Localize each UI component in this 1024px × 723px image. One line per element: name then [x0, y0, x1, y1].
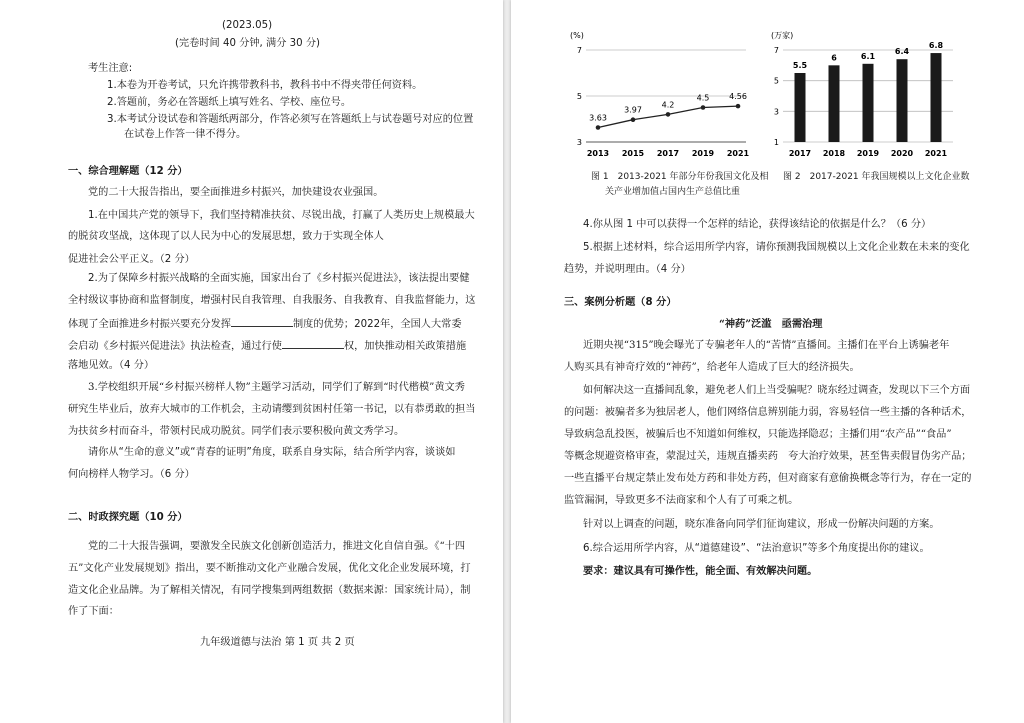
case-line-5: 导致病急乱投医，被骗后也不知道如何维权，只能选择隐忍；主播们用“农产品”“食品” — [564, 429, 952, 440]
q2-line-5: 落地见效。（4 分） — [68, 360, 155, 371]
page-footer: 九年级道德与法治 第 1 页 共 2 页 — [200, 637, 355, 648]
case-line-9: 针对以上调查的问题，晓东准备向同学们征询建议，形成一份解决问题的方案。 — [583, 519, 940, 530]
chart-1-data-label-2021: 4.56 — [729, 92, 747, 102]
q2-line-4-b: 权，加快推动相关政策措施 — [343, 341, 467, 352]
chart-1-point-2013 — [596, 125, 601, 130]
q5-line-1: 5.根据上述材料，综合运用所学内容，请你预测我国规模以上文化企业数在未来的变化 — [583, 242, 970, 253]
chart-2-plot — [771, 30, 953, 158]
chart-2-y-tick-label-2: 5 — [773, 76, 779, 86]
case-line-2: 人购买具有神奇疗效的“神药”，给老年人造成了巨大的经济损失。 — [564, 362, 860, 373]
q5-line-2: 趋势，并说明理由。（4 分） — [564, 264, 691, 275]
chart-1-x-tick-label-2015: 2015 — [621, 149, 645, 158]
chart-2-x-tick-label-2017: 2017 — [788, 149, 812, 158]
chart-2-bar-2017 — [795, 73, 806, 142]
case-line-8: 监管漏洞，导致更多不法商家和个人有了可乘之机。 — [564, 495, 799, 506]
chart-2-bar-2020 — [897, 59, 908, 142]
exam-date: (2023.05) — [222, 20, 273, 31]
chart-1-data-label-2015: 3.97 — [624, 105, 642, 115]
q2-line-4-a: 会启动《乡村振兴促进法》执法检查，通过行使 — [68, 341, 282, 352]
chart-2-bar-2018 — [829, 65, 840, 142]
chart-2-y-tick-label-3: 7 — [773, 46, 779, 55]
section-2-line-2: 五”文化产业发展规划》指出，要不断推动文化产业融合发展，优化文化企业发展环境，打 — [68, 563, 471, 574]
chart-2-bar-2021 — [931, 53, 942, 142]
chart-1-plot — [570, 31, 750, 158]
exam-page-1 — [0, 0, 503, 723]
q3-line-4: 请你从“生命的意义”或“青春的证明”角度，联系自身实际，结合所学内容，谈谈如 — [88, 447, 456, 458]
section-2-line-3: 造文化企业品牌。为了解相关情况，有同学搜集到两组数据（数据来源：国家统计局），制 — [68, 585, 471, 596]
chart-2-x-tick-label-2018: 2018 — [822, 149, 846, 158]
chart-2-data-label-2020: 6.4 — [894, 47, 910, 57]
q1-line-3: 促进社会公平正义。（2 分） — [68, 254, 195, 265]
q2-line-3 — [68, 316, 462, 331]
chart-1-line — [568, 26, 753, 164]
chart-1-caption-line-2: 关产业增加值占国内生产总值比重 — [605, 187, 741, 197]
q2-line-3-a: 体现了全面推进乡村振兴要充分发挥 — [68, 319, 231, 330]
notice-item-3-cont: 在试卷上作答一律不得分。 — [124, 129, 247, 140]
answer-blank-2 — [282, 338, 344, 349]
section-2-line-4: 作了下面： — [68, 606, 119, 617]
exam-time-note: (完卷时间 40 分钟, 满分 30 分) — [175, 38, 320, 49]
chart-1-data-label-2019: 4.5 — [696, 93, 710, 103]
chart-2-x-tick-label-2019: 2019 — [856, 149, 880, 158]
case-line-6: 等概念规避资格审查，蒙混过关，违规直播卖药 夸大治疗效果，甚至售卖假冒伪劣产品； — [564, 451, 972, 462]
chart-2-y-tick-label-0: 1 — [773, 138, 779, 147]
chart-2-unit-label: (万家) — [771, 31, 794, 40]
chart-2-x-tick-label-2021: 2021 — [924, 149, 948, 158]
chart-2-data-label-2019: 6.1 — [860, 51, 876, 61]
chart-2-y-tick-label-1: 3 — [773, 107, 779, 117]
q2-line-1: 2.为了保障乡村振兴战略的全面实施，国家出台了《乡村振兴促进法》，该法提出要健 — [88, 273, 470, 284]
chart-1-y-tick-label-0: 3 — [576, 138, 582, 147]
chart-1-point-2021 — [736, 104, 741, 109]
case-title: “神药”泛滥 亟需治理 — [719, 318, 823, 330]
chart-1-data-label-2013: 3.63 — [589, 113, 607, 123]
q2-line-4 — [68, 338, 466, 353]
section-1-intro: 党的二十大报告指出，要全面推进乡村振兴，加快建设农业强国。 — [88, 187, 384, 198]
notice-item-3: 3.本考试分设试卷和答题纸两部分，作答必须写在答题纸上与试卷题号对应的位置 — [107, 114, 474, 125]
answer-blank-1 — [231, 316, 293, 327]
requirement: 要求：建议具有可操作性，能全面、有效解决问题。 — [583, 565, 818, 577]
q3-line-2: 研究生毕业后，放弃大城市的工作机会，主动请缨到贫困村任第一书记，以有恭勇敢的担当 — [68, 404, 476, 415]
section-1-title: 一、综合理解题（12 分） — [68, 166, 188, 177]
notice-item-1: 1.本卷为开卷考试，只允许携带教科书，教科书中不得夹带任何资料。 — [107, 80, 423, 91]
chart-2-data-label-2018: 6 — [831, 53, 837, 63]
chart-2-data-label-2021: 6.8 — [928, 41, 944, 51]
section-3-title: 三、案例分析题（8 分） — [564, 297, 677, 308]
section-2-title: 二、时政探究题（10 分） — [68, 512, 188, 523]
chart-1-x-tick-label-2019: 2019 — [691, 149, 715, 158]
chart-2-bar — [769, 26, 957, 164]
section-2-line-1: 党的二十大报告强调，要激发全民族文化创新创造活力，推进文化自信自强。《“十四 — [88, 541, 466, 552]
q3-line-5: 何向榜样人物学习。（6 分） — [68, 469, 195, 480]
q3-line-3: 为扶贫乡村而奋斗，带领村民成功脱贫。同学们表示要积极向黄文秀学习。 — [68, 426, 405, 437]
chart-1-x-tick-label-2013: 2013 — [586, 149, 610, 158]
chart-1-point-2015 — [631, 117, 636, 122]
chart-2-caption: 图 2 2017-2021 年我国规模以上文化企业数 — [783, 172, 970, 182]
exam-page-2 — [511, 0, 1024, 723]
chart-2-x-tick-label-2020: 2020 — [890, 149, 914, 158]
q6: 6.综合运用所学内容，从“道德建设”、“法治意识”等多个角度提出你的建议。 — [583, 543, 930, 554]
chart-1-y-tick-label-1: 5 — [576, 92, 582, 101]
case-line-3: 如何解决这一直播间乱象，避免老人们上当受骗呢？晓东经过调查，发现以下三个方面 — [583, 385, 971, 396]
case-line-7: 一些直播平台规定禁止发布处方药和非处方药，但对商家有意偷换概念等行为，存在一定的 — [564, 473, 972, 484]
chart-1-unit-label: (%) — [570, 31, 584, 40]
notice-title: 考生注意: — [88, 63, 133, 74]
chart-1-point-2019 — [701, 105, 706, 110]
chart-1-caption-line-1: 图 1 2013-2021 年部分年份我国文化及相 — [591, 172, 769, 182]
q1-line-2: 的脱贫攻坚战，这体现了以人民为中心的发展思想，致力于实现全体人 — [68, 231, 384, 242]
chart-1-x-tick-label-2017: 2017 — [656, 149, 680, 158]
q1-line-1: 1.在中国共产党的领导下，我们坚持精准扶贫、尽锐出战，打赢了人类历史上规模最大 — [88, 210, 475, 221]
chart-2-data-label-2017: 5.5 — [792, 61, 808, 70]
q2-line-2: 全村级议事协商和监督制度，增强村民自我管理、自我服务、自我教育、自我监督能力，这 — [68, 295, 476, 306]
chart-1-point-2017 — [666, 112, 671, 117]
chart-1-data-label-2017: 4.2 — [661, 100, 675, 110]
case-line-1: 近期央视“315”晚会曝光了专骗老年人的“苦情”直播间。主播们在平台上诱骗老年 — [583, 340, 950, 351]
case-line-4: 的问题：被骗者多为独居老人，他们网络信息辨别能力弱，容易轻信一些主播的各种话术， — [564, 407, 972, 418]
chart-2-bar-2019 — [863, 64, 874, 142]
chart-1-x-tick-label-2021: 2021 — [726, 149, 750, 158]
q2-line-3-b: 制度的优势；2022年，全国人大常委 — [293, 319, 462, 330]
notice-item-2: 2.答题前，务必在答题纸上填写姓名、学校、座位号。 — [107, 97, 352, 108]
chart-1-y-tick-label-2: 7 — [576, 46, 582, 55]
q3-line-1: 3.学校组织开展“乡村振兴榜样人物”主题学习活动，同学们了解到“时代楷模”黄文秀 — [88, 382, 465, 393]
q4: 4.你从图 1 中可以获得一个怎样的结论，获得该结论的依据是什么？（6 分） — [583, 219, 932, 230]
